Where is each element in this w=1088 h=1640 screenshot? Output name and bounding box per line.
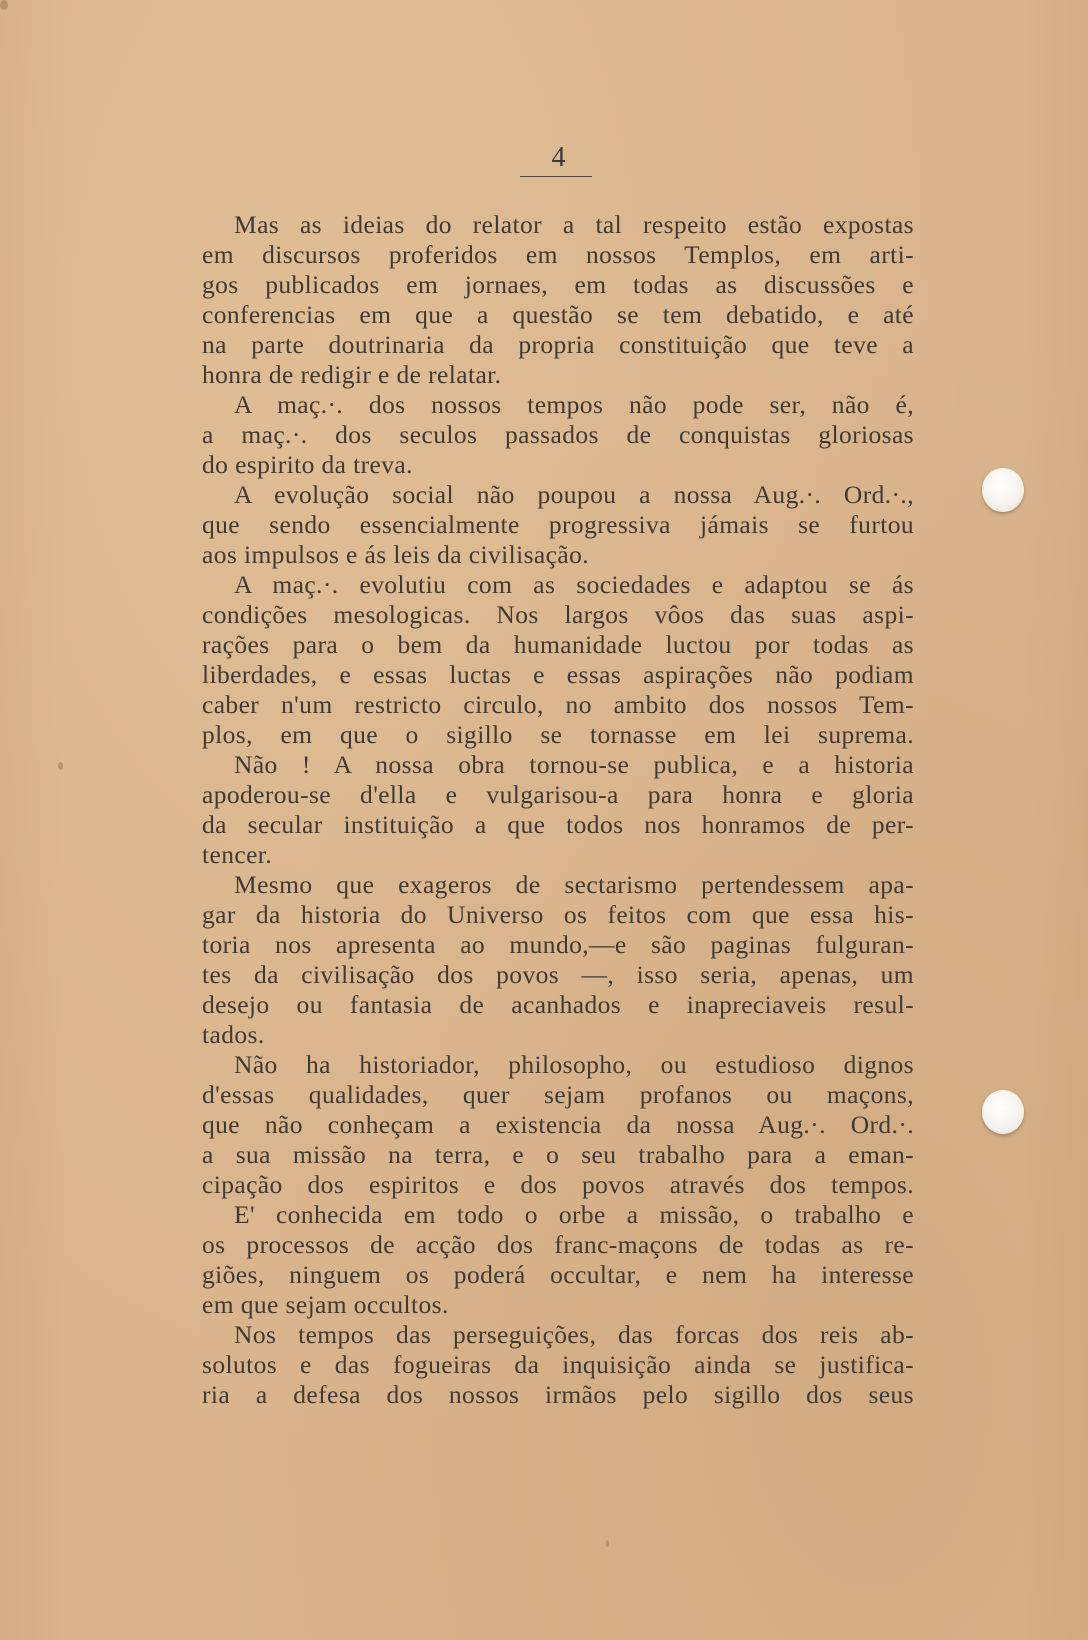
text-line: caber n'um restricto circulo, no ambito dos nossos Tem- bbox=[202, 690, 914, 719]
text-line: da secular instituição a que todos nos honramos de per- bbox=[202, 810, 914, 839]
text-line: A maç.·. evolutiu com as sociedades e adaptou se ás bbox=[234, 570, 914, 599]
text-line: conferencias em que a questão se tem debatido, e até bbox=[202, 300, 914, 329]
text-line: tados. bbox=[202, 1020, 265, 1049]
text-line: solutos e das fogueiras da inquisição ainda se justifica- bbox=[202, 1350, 914, 1379]
text-line: cipação dos espiritos e dos povos através dos tempos. bbox=[202, 1170, 914, 1199]
text-line: Não ha historiador, philosopho, ou estudioso dignos bbox=[234, 1050, 914, 1079]
paper-spot bbox=[0, 0, 8, 10]
text-line: condições mesologicas. Nos largos vôos das suas aspi- bbox=[202, 600, 914, 629]
text-line: os processos de acção dos franc-maçons de todas as re- bbox=[202, 1230, 914, 1259]
text-line: em que sejam occultos. bbox=[202, 1290, 449, 1319]
text-line: E' conhecida em todo o orbe a missão, o trabalho e bbox=[234, 1200, 914, 1229]
text-line: tes da civilisação dos povos —, isso seria, apenas, um bbox=[202, 960, 914, 989]
text-line: gos publicados em jornaes, em todas as discussões e bbox=[202, 270, 914, 299]
text-line: na parte doutrinaria da propria constituição que teve a bbox=[202, 330, 914, 359]
text-line: A maç.·. dos nossos tempos não pode ser, não é, bbox=[234, 390, 914, 419]
text-line: que sendo essencialmente progressiva jámais se furtou bbox=[202, 510, 914, 539]
text-line: tencer. bbox=[202, 840, 273, 869]
page-number-rule bbox=[520, 176, 592, 177]
text-line: do espirito da treva. bbox=[202, 450, 413, 479]
text-line: giões, ninguem os poderá occultar, e nem ha interesse bbox=[202, 1260, 914, 1289]
text-line: liberdades, e essas luctas e essas aspirações não podiam bbox=[202, 660, 914, 689]
text-line: toria nos apresenta ao mundo,—e são paginas fulguran- bbox=[202, 930, 914, 959]
text-line: em discursos proferidos em nossos Templos, em arti- bbox=[202, 240, 914, 269]
text-line: ria a defesa dos nossos irmãos pelo sigillo dos seus bbox=[202, 1380, 914, 1409]
text-line: honra de redigir e de relatar. bbox=[202, 360, 502, 389]
text-line: Mesmo que exageros de sectarismo pertendessem apa- bbox=[234, 870, 914, 899]
text-line: Nos tempos das perseguições, das forcas dos reis ab- bbox=[234, 1320, 914, 1349]
text-line: aos impulsos e ás leis da civilisação. bbox=[202, 540, 589, 569]
paper-spot bbox=[606, 1540, 609, 1547]
text-line: a sua missão na terra, e o seu trabalho para a eman- bbox=[202, 1140, 914, 1169]
text-line: a maç.·. dos seculos passados de conquistas gloriosas bbox=[202, 420, 914, 449]
page-number: 4 bbox=[551, 142, 567, 173]
text-line: plos, em que o sigillo se tornasse em lei suprema. bbox=[202, 720, 914, 749]
text-line: apoderou-se d'ella e vulgarisou-a para honra e gloria bbox=[202, 780, 914, 809]
text-line: que não conheçam a existencia da nossa Aug.·. Ord.·. bbox=[202, 1110, 914, 1139]
binding-hole-bottom bbox=[982, 1090, 1024, 1134]
body-text bbox=[202, 210, 914, 1410]
text-line: desejo ou fantasia de acanhados e inapreciaveis resul- bbox=[202, 990, 914, 1019]
text-line: Mas as ideias do relator a tal respeito estão expostas bbox=[234, 210, 914, 239]
text-line: A evolução social não poupou a nossa Aug.·. Ord.·., bbox=[234, 480, 914, 509]
binding-hole-top bbox=[982, 468, 1024, 512]
text-line: rações para o bem da humanidade luctou por todas as bbox=[202, 630, 914, 659]
text-line: Não ! A nossa obra tornou-se publica, e a historia bbox=[234, 750, 914, 779]
paper-spot bbox=[58, 762, 63, 770]
text-line: d'essas qualidades, quer sejam profanos ou maçons, bbox=[202, 1080, 914, 1109]
text-line: gar da historia do Universo os feitos com que essa his- bbox=[202, 900, 914, 929]
